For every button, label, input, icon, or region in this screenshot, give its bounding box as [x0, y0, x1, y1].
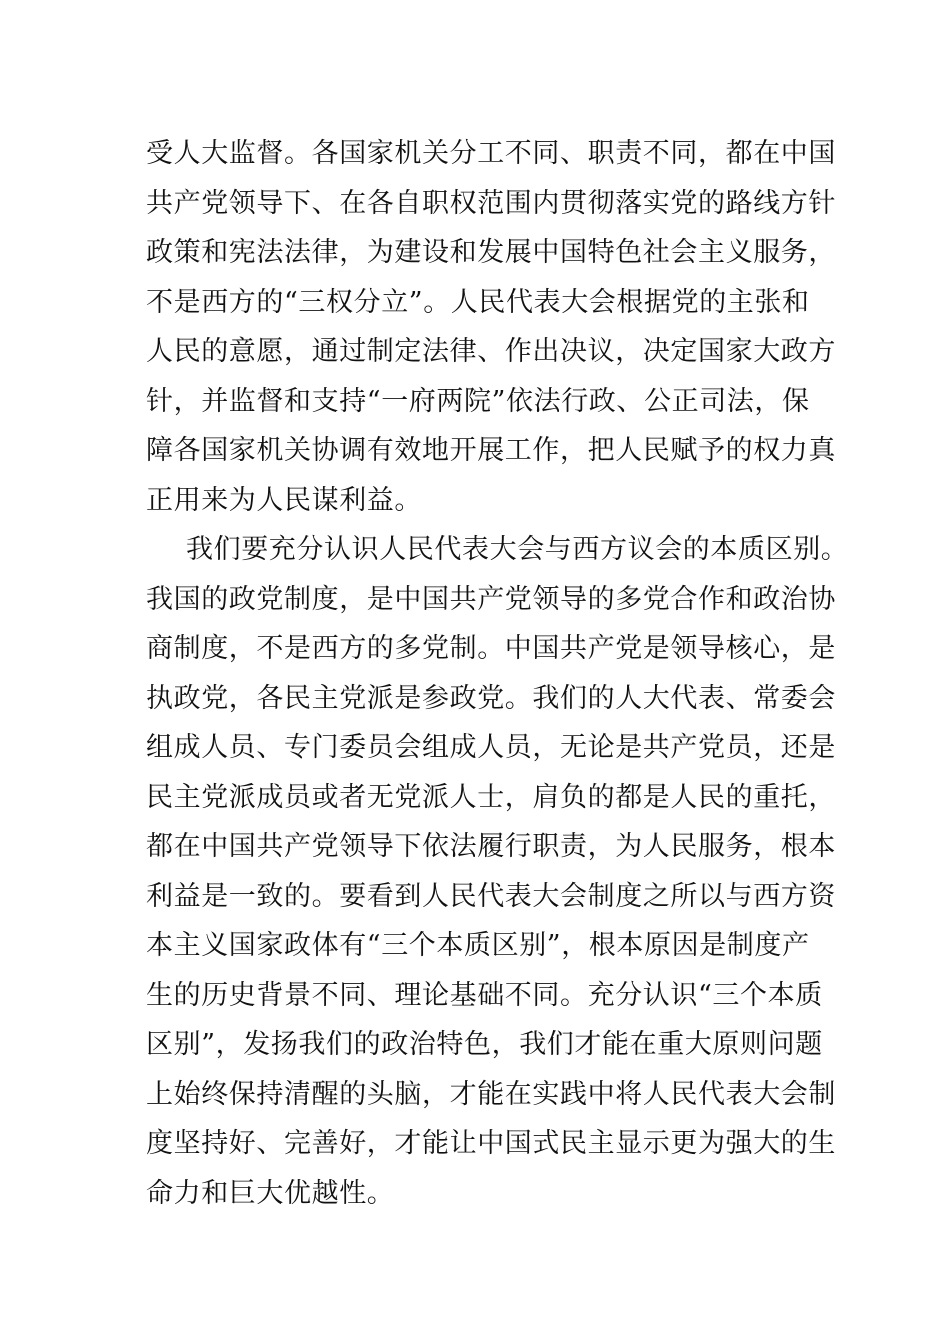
paragraph-1-line-1: 受人大监督。各国家机关分工不同、职责不同，都在中国	[146, 138, 836, 169]
paragraph-2-line-12: 上始终保持清醒的头脑，才能在实践中将人民代表大会制	[146, 1079, 836, 1110]
paragraph-2-line-2: 我国的政党制度，是中国共产党领导的多党合作和政治协	[146, 584, 836, 615]
paragraph-2-line-5: 组成人员、专门委员会组成人员，无论是共产党员，还是	[146, 732, 836, 763]
paragraph-2-line-7: 都在中国共产党领导下依法履行职责，为人民服务，根本	[146, 831, 836, 862]
paragraph-2-line-9: 本主义国家政体有“三个本质区别”，根本原因是制度产	[146, 930, 810, 961]
paragraph-1-line-2: 共产党领导下、在各自职权范围内贯彻落实党的路线方针	[146, 188, 836, 219]
paragraph-2-line-4: 执政党，各民主党派是参政党。我们的人大代表、常委会	[146, 683, 836, 714]
paragraph-2-line-6: 民主党派成员或者无党派人士，肩负的都是人民的重托，	[146, 782, 836, 813]
paragraph-2-line-1: 我们要充分认识人民代表大会与西方议会的本质区别。	[186, 534, 849, 565]
paragraph-2-line-11: 区别”，发扬我们的政治特色，我们才能在重大原则问题	[146, 1029, 823, 1060]
paragraph-1-line-7: 障各国家机关协调有效地开展工作，把人民赋予的权力真	[146, 435, 836, 466]
paragraph-2-line-3: 商制度，不是西方的多党制。中国共产党是领导核心，是	[146, 633, 836, 664]
paragraph-2-line-13: 度坚持好、完善好，才能让中国式民主显示更为强大的生	[146, 1128, 836, 1159]
paragraph-2-line-14: 命力和巨大优越性。	[146, 1178, 395, 1209]
paragraph-1-line-6: 针，并监督和支持“一府两院”依法行政、公正司法，保	[146, 386, 810, 417]
paragraph-1-line-3: 政策和宪法法律，为建设和发展中国特色社会主义服务，	[146, 237, 836, 268]
paragraph-1-line-8: 正用来为人民谋利益。	[146, 485, 422, 516]
paragraph-1-line-4: 不是西方的“三权分立”。人民代表大会根据党的主张和	[146, 287, 810, 318]
paragraph-2-line-10: 生的历史背景不同、理论基础不同。充分认识“三个本质	[146, 980, 823, 1011]
paragraph-1-line-5: 人民的意愿，通过制定法律、作出决议，决定国家大政方	[146, 336, 836, 367]
paragraph-2-line-8: 利益是一致的。要看到人民代表大会制度之所以与西方资	[146, 881, 836, 912]
